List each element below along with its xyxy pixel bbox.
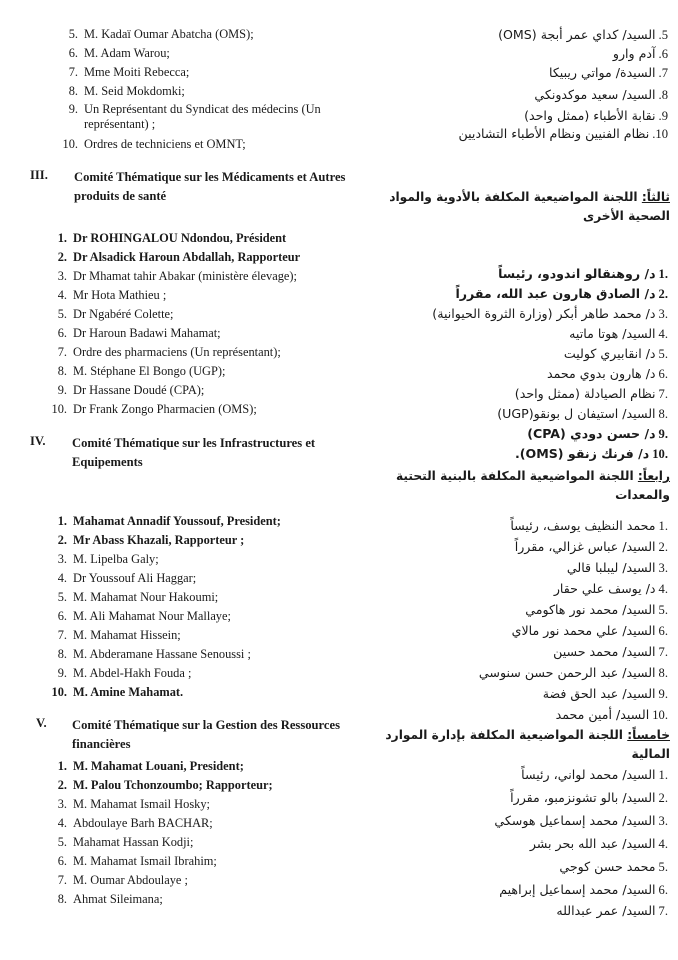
list-item: 1. Dr ROHINGALOU Ndondou, Président [57,231,287,245]
list-item: 4. Mr Hota Mathieu ; [57,288,167,302]
list-item: 6. Dr Haroun Badawi Mahamat; [57,326,221,340]
list-item: 10. M. Amine Mahamat. [51,685,184,699]
list-item: 9. Un Représentant du Syndicat des médecins (Un représentant) ; [68,102,321,131]
section-title: Comité Thématique sur la Gestion des Ressources financières [72,718,340,751]
list-item: 8.السيد/ سعيد موكدونكي [534,87,668,102]
list-item: .5محمد حسن كوجي [559,859,668,874]
list-item: 3. M. Lipelba Galy; [57,552,159,566]
list-item: .9السيد/ عبد الحق فضة [542,686,668,701]
list-item: 3. M. Mahamat Ismail Hosky; [57,797,210,811]
list-item: 6. M. Adam Warou; [68,46,170,60]
section-number: III. [30,168,48,182]
list-item: 10. Dr Frank Zongo Pharmacien (OMS); [51,402,257,416]
list-item: .8السيد/ عبد الرحمن حسن سنوسي [478,665,668,680]
list-item: .3د/ محمد طاهر أبكر (وزارة الثروة الحيوانية) [432,306,668,321]
list-item: .2د/ الصادق هارون عبد الله، مقرراً [455,286,668,301]
list-item: .5السيد/ محمد نور هاكومي [525,602,668,617]
list-item: .4السيد/ عبد الله بحر بشر [529,836,668,851]
list-item: 9. Dr Hassane Doudé (CPA); [57,383,205,397]
section-title: Comité Thématique sur les Infrastructures et Equipements [72,436,316,469]
list-item: 5. Mahamat Hassan Kodji; [57,835,194,849]
list-item: 2. M. Palou Tchonzoumbo; Rapporteur; [57,778,273,792]
list-item: 6. M. Ali Mahamat Nour Mallaye; [57,609,231,623]
list-item: 4. Dr Youssouf Ali Haggar; [57,571,197,585]
list-item: .5د/ انقابيري كوليت [563,346,668,361]
list-item: .1محمد النظيف يوسف، رئيساً [510,518,668,533]
list-item: .3السيد/ ليبلبا قالي [566,560,668,575]
list-item: 4. Abdoulaye Barh BACHAR; [57,816,213,830]
list-item: 7. M. Oumar Abdoulaye ; [57,873,188,887]
list-item: 8. M. Stéphane El Bongo (UGP); [57,364,226,378]
list-item: 7. M. Mahamat Hissein; [57,628,181,642]
list-item: .9د/ حسن دودي (CPA) [527,426,668,441]
list-item: .10د/ فرنك زنقو (OMS). [514,446,668,461]
section-number: V. [36,716,47,730]
list-item: 8. Ahmat Sileimana; [57,892,163,906]
section-title: خامساً: اللجنة المواضيعية المكلفة بإدارة الموارد المالية [385,728,670,761]
list-item: 9.نقابة الأطباء (ممثل واحد) [524,108,668,123]
section-title: Comité Thématique sur les Médicaments et Autres produits de santé [74,170,346,203]
list-item: .6السيد/ محمد إسماعيل إبراهيم [499,882,668,897]
list-item: .4السيد/ هوتا ماتيه [569,326,668,341]
list-item: 8. M. Seid Mokdomki; [68,84,185,98]
list-item: 7. Mme Moiti Rebecca; [68,65,190,79]
list-item: 5. Dr Ngabéré Colette; [57,307,174,321]
list-item: .6السيد/ علي محمد نور مالاي [511,623,668,638]
list-item: 7.السيدة/ مواتي ريبيكا [548,65,668,80]
list-item: 10.نظام الفنيين ونظام الأطباء التشاديين [458,126,668,141]
list-item: .1السيد/ محمد لواني، رئيساً [521,767,668,782]
list-item: .2السيد/ بالو تشونزمبو، مقرراً [510,790,668,805]
list-item: 7. Ordre des pharmaciens (Un représentant); [57,345,281,359]
list-item: .7السيد/ عمر عبدالله [556,903,668,918]
list-item: 1. M. Mahamat Louani, President; [57,759,244,773]
list-item: .10السيد/ أمين محمد [555,707,668,722]
list-item: .1د/ روهنقالو اندودو، رئيساً [498,266,668,281]
list-item: 8. M. Abderamane Hassane Senoussi ; [57,647,251,661]
arabic-column [372,0,678,960]
list-item: .3السيد/ محمد إسماعيل هوسكي [494,813,668,828]
list-item: 6.آدم وارو [612,46,668,61]
list-item: .8السيد/ استيفان ل بونقو(UGP) [497,406,668,421]
list-item: 9. M. Abdel-Hakh Fouda ; [57,666,192,680]
section-title: ثالثاً: اللجنة المواضيعية المكلفة بالأدوية والمواد الصحية الأخرى [389,190,670,223]
list-item: 10. Ordres de techniciens et OMNT; [62,137,246,151]
list-item: .4د/ يوسف علي حقار [553,581,668,596]
list-item: 1. Mahamat Annadif Youssouf, President; [57,514,281,528]
section-number: IV. [30,434,46,448]
list-item: 2. Dr Alsadick Haroun Abdallah, Rapporteur [57,250,301,264]
list-item: 3. Dr Mhamat tahir Abakar (ministère élevage); [57,269,297,283]
list-item: 5.السيد/ كداي عمر أبجة (OMS) [498,27,668,42]
section-title: رابعاً: اللجنة المواضيعية المكلفة بالبنية التحتية والمعدات [396,469,670,502]
list-item: 2. Mr Abass Khazali, Rapporteur ; [57,533,245,547]
list-item: 5. M. Mahamat Nour Hakoumi; [57,590,219,604]
list-item: .7نظام الصيادلة (ممثل واحد) [514,386,668,401]
list-item: .2السيد/ عباس غزالي، مقرراً [514,539,668,554]
list-item: 6. M. Mahamat Ismail Ibrahim; [57,854,217,868]
list-item: .6د/ هارون بدوي محمد [546,366,668,381]
list-item: .7السيد/ محمد حسين [553,644,668,659]
list-item: 5. M. Kadaï Oumar Abatcha (OMS); [68,27,254,41]
